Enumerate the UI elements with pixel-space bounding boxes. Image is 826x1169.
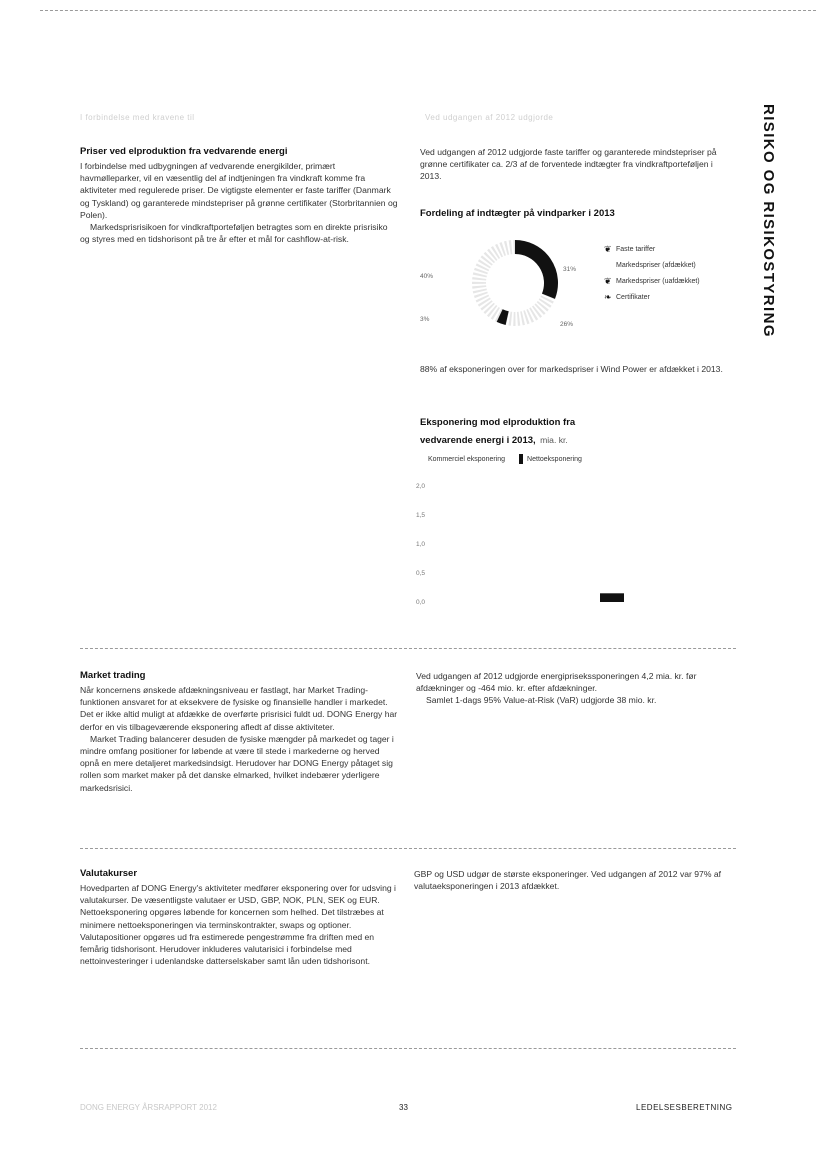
donut-label-3: 3% — [420, 316, 430, 323]
wind-right-paragraph-2-block — [420, 363, 738, 375]
legend-net-swatch — [519, 454, 523, 464]
currency-paragraph-1: Hovedparten af DONG Energy's aktiviteter medfører eksponering over for udsving i valutakurser. De væsentligste valutaer er USD, GBP, NOK, PLN, SEK og EUR. Nettoeksponering opgøres løbende for koncernen som helhed. Det tilstræbes at minimere nettoeksponeringen via terminskontrakter, swaps og optioner. Valutapositioner opgøres ud fra estimerede pengestrømme fra driften med en femårig tidshorisont. Herudover inkluderes valutarisici i forbindelse med nettoinvesteringer i udenlandske datterselskaber samt lån uden tidshorisont. — [80, 883, 396, 967]
y-tick-label: 0,5 — [416, 570, 426, 577]
bar-chart — [410, 478, 640, 613]
market-paragraph-2: Market Trading balancerer desuden de fysiske mængder på markedet og tager i mindre omfang positioner for løbende at være til stede i markederne og herved opnå en mere detaljeret markedsindsigt. Herudover har DONG Energy påtaget sig rollen som market maker på det danske elmarked, hvilket indebærer yderligere markedsrisici. — [80, 733, 394, 793]
donut-segment-certifikater — [500, 316, 507, 319]
legend-label: Faste tariffer — [616, 245, 656, 253]
leaf-icon: ❦ — [604, 275, 612, 286]
market-heading: Market trading — [80, 670, 146, 681]
legend-label: Markedspriser (uafdækket) — [616, 277, 700, 285]
currency-heading: Valutakurser — [80, 868, 138, 879]
section-divider-2 — [80, 848, 736, 849]
legend-commercial: Kommerciel eksponering — [428, 455, 506, 463]
legend-label: Certifikater — [616, 293, 650, 301]
leaf-icon: ❦ — [604, 243, 612, 254]
donut-chart — [420, 228, 610, 338]
donut-chart-title — [420, 208, 736, 219]
currency-right-column — [414, 868, 736, 892]
market-right-column — [416, 670, 736, 707]
legend-net: Nettoeksponering — [527, 455, 582, 463]
wind-right-paragraph: Ved udgangen af 2012 udgjorde faste tariffer og garanterede mindstepriser på grønne certifikater ca. 2/3 af de forventede indtægter fra vindkraftporteføljen i 2013. — [420, 147, 717, 182]
bar-title-unit: mia. kr. — [540, 435, 568, 445]
y-tick-label: 1,0 — [416, 541, 426, 548]
market-right-paragraph-1: Ved udgangen af 2012 udgjorde energiprisekssponeringen 4,2 mia. kr. før afdækninger og -464 mio. kr. efter afdækninger. — [416, 671, 697, 694]
faint-heading-left: I forbindelse med kravene til — [80, 113, 195, 122]
wind-right-paragraph-2: 88% af eksponeringen over for markedspriser i Wind Power er afdækket i 2013. — [420, 364, 723, 374]
faint-heading-right: Ved udgangen af 2012 udgjorde — [425, 113, 554, 122]
y-tick-label: 0,0 — [416, 599, 426, 606]
bar-legend — [428, 454, 582, 464]
donut-label-26: 26% — [560, 321, 574, 328]
legend-label: Markedspriser (afdækket) — [616, 261, 696, 269]
donut-label-31: 31% — [563, 266, 577, 273]
y-tick-label: 2,0 — [416, 483, 426, 490]
section-divider-1 — [80, 648, 736, 649]
bar-chart-title — [420, 412, 620, 448]
legend-item-certifikater — [604, 289, 734, 305]
donut-segment-faste — [515, 247, 551, 296]
footer-section-name: LEDELSESBERETNING — [636, 1103, 733, 1112]
section-divider-3 — [80, 1048, 736, 1049]
legend-item-faste — [604, 241, 734, 257]
y-tick-label: 1,5 — [416, 512, 426, 519]
side-section-title: RISIKO OG RISIKOSTYRING — [760, 104, 777, 338]
donut-title-text: Fordeling af indtægter på vindparker i 2013 — [420, 208, 615, 219]
donut-label-40: 40% — [420, 273, 434, 280]
bar-net-exposure — [600, 593, 624, 602]
currency-right-paragraph: GBP og USD udgør de største eksponeringer. Ved udgangen af 2012 var 97% af valutaeksponeringen i 2013 afdækket. — [414, 869, 722, 892]
market-paragraph-1: Når koncernens ønskede afdækningsniveau er fastlagt, har Market Trading-funktionen ansvaret for at eksekvere de fysiske og finansielle handler i markedet. Det er ikke altid muligt at afdække de overførte prisrisici fuldt ud. DONG Energy har derfor en vis tilbageværende eksponering afledt af disse aktiviteter. — [80, 685, 398, 732]
legend-item-uafdaekket — [604, 273, 734, 289]
footer-report-name: DONG ENERGY ÅRSRAPPORT 2012 — [80, 1103, 217, 1112]
donut-legend — [604, 241, 734, 305]
wind-paragraph-1: I forbindelse med udbygningen af vedvarende energikilder, primært havmølleparker, vil en væsentlig del af indtjeningen fra vindkraft komme fra aktiviteter med regulerede priser. De vigtigste elementer er faste tariffer (Danmark og Tyskland) og garanterede mindstepriser på grønne certifikater (Storbritannien og Polen). — [80, 161, 398, 220]
wind-left-column — [80, 146, 398, 245]
market-left-column — [80, 670, 398, 794]
leaf-small-icon: ❧ — [604, 291, 612, 302]
footer-page-number: 33 — [399, 1103, 408, 1112]
wind-heading: Priser ved elproduktion fra vedvarende energi — [80, 146, 288, 157]
market-right-paragraph-2: Samlet 1-dags 95% Value-at-Risk (VaR) udgjorde 38 mio. kr. — [426, 695, 657, 706]
wind-paragraph-2: Markedsprisrisikoen for vindkraftporteføljen betragtes som en direkte prisrisiko og styres med en tidshorisont på tre år efter et mål for cashflow-at-risk. — [80, 222, 388, 245]
currency-left-column — [80, 868, 398, 967]
wind-right-column — [420, 146, 736, 183]
top-rule — [40, 10, 816, 11]
bar-title-text: Eksponering mod elproduktion fra vedvarende energi i 2013, — [420, 417, 576, 446]
legend-item-afdaekket — [604, 257, 734, 273]
